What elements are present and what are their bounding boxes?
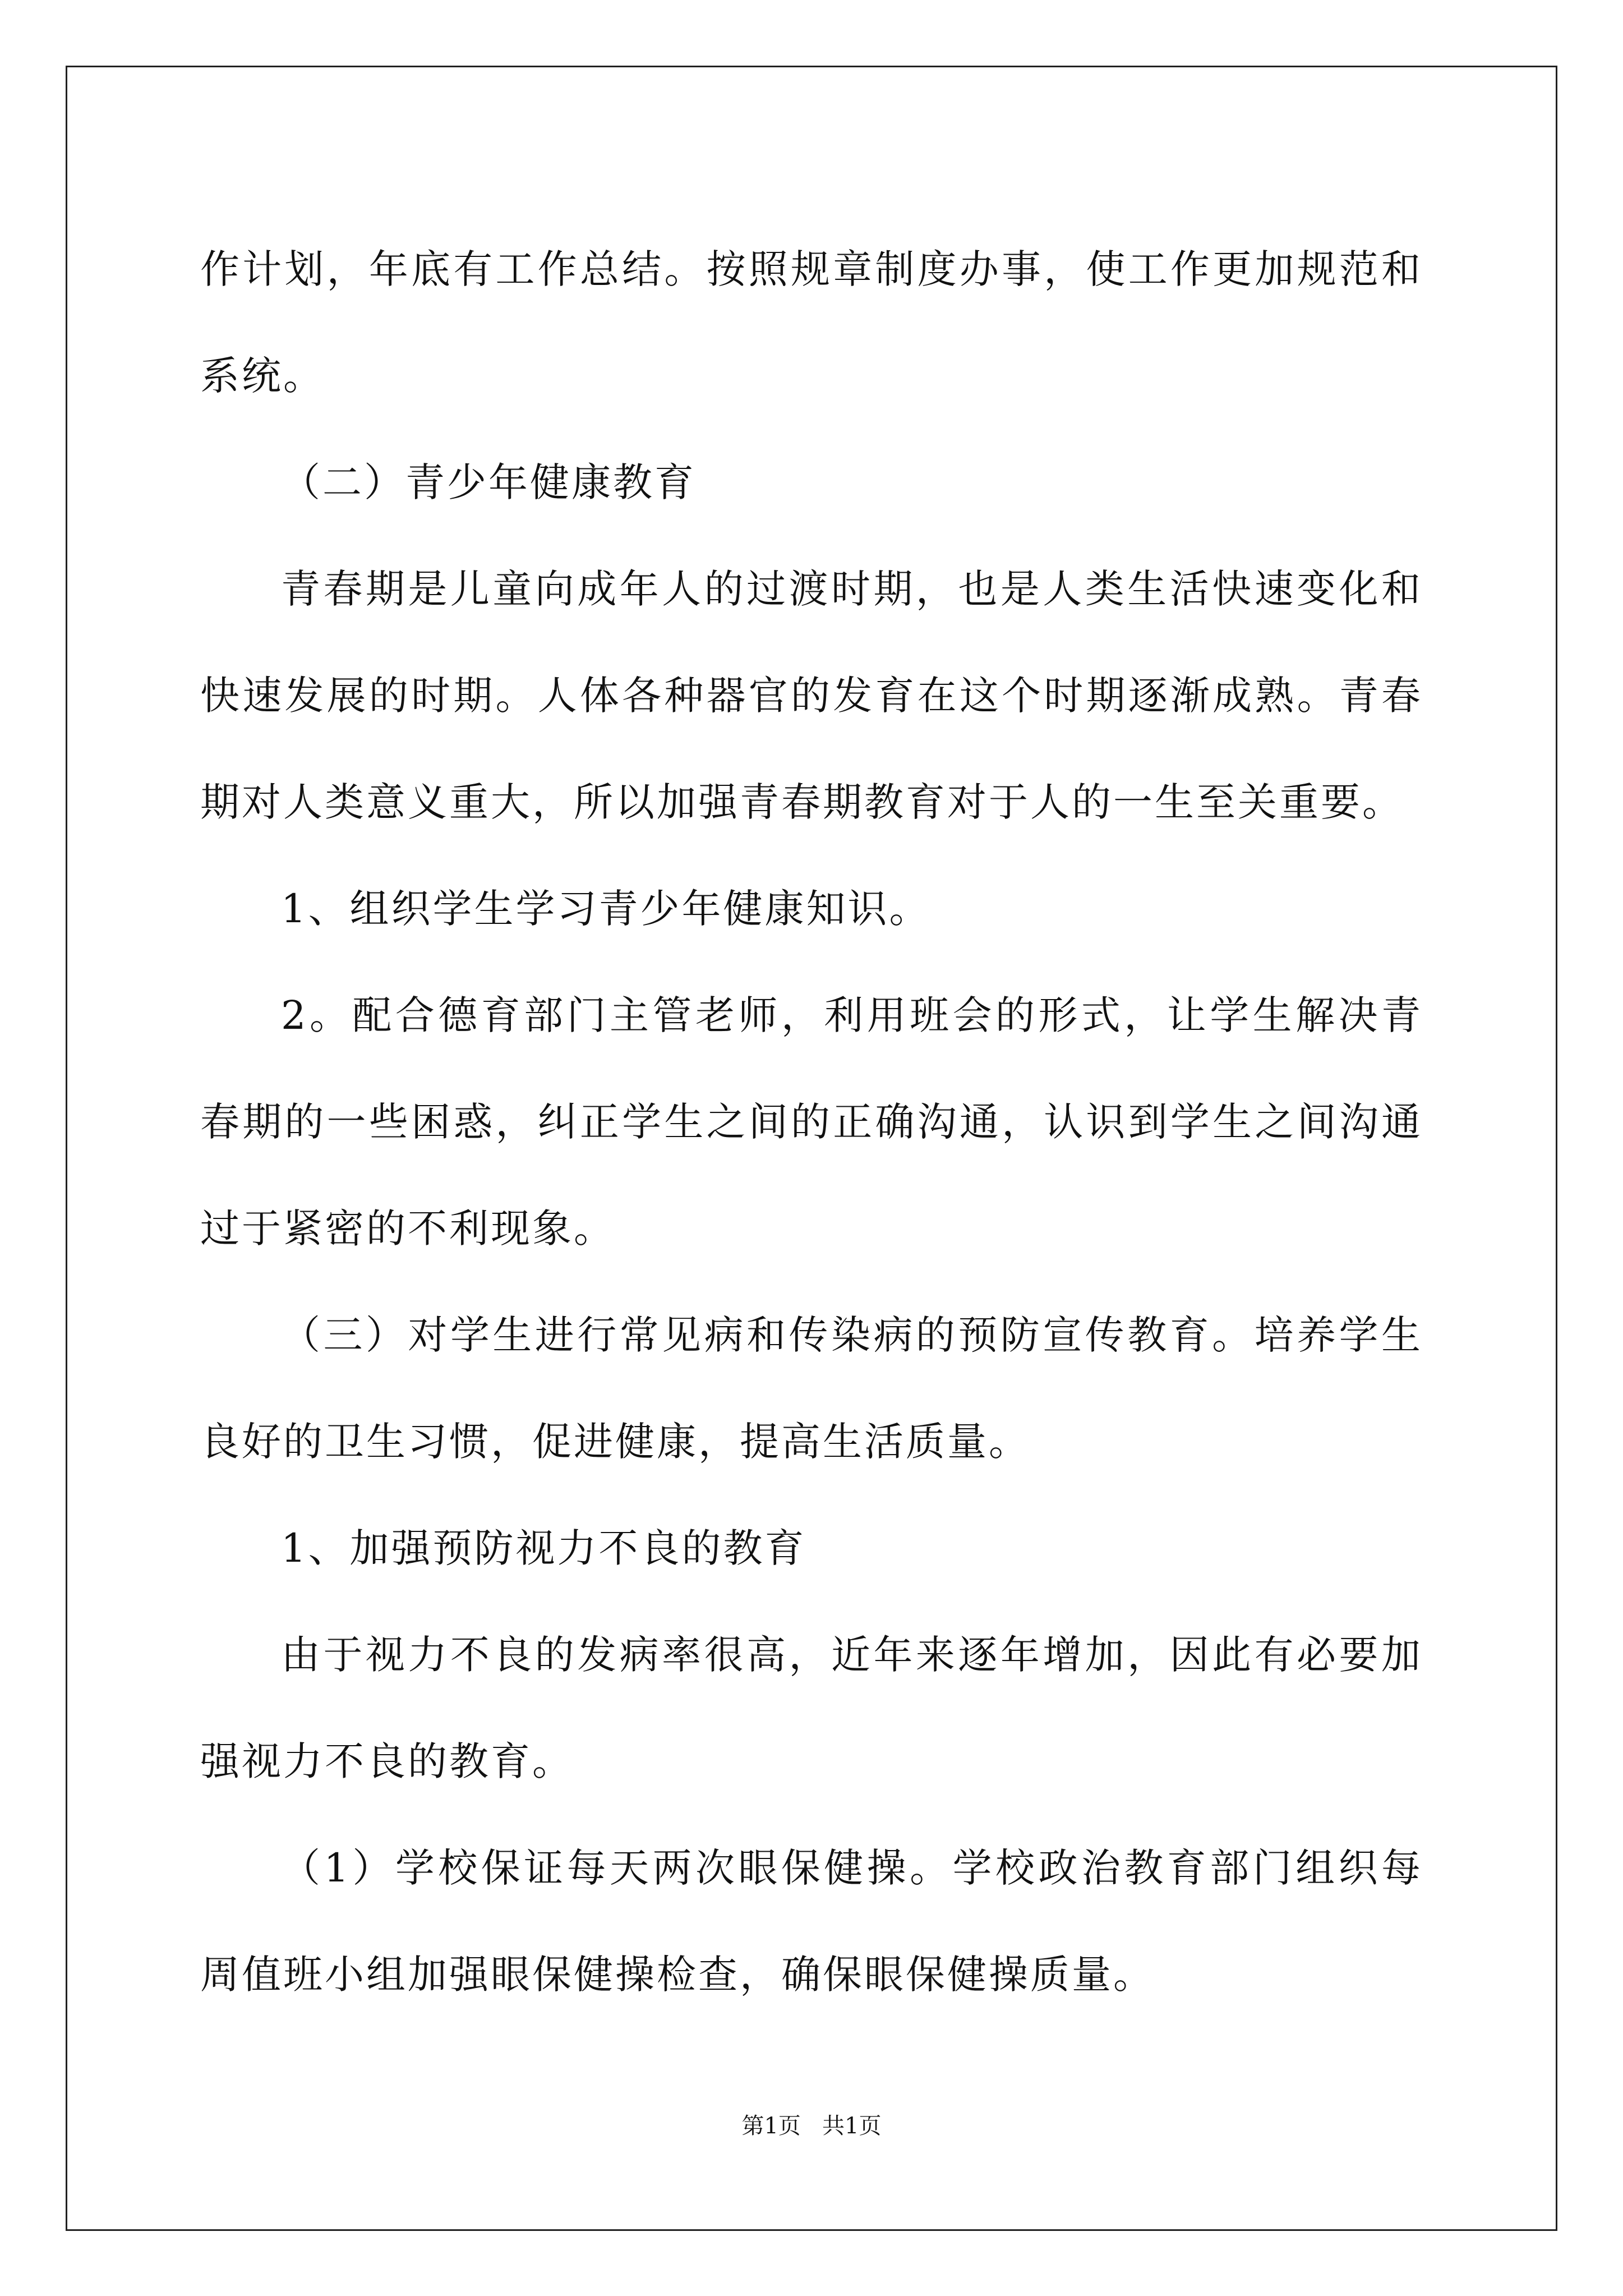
paragraph-3: 青春期是儿童向成年人的过渡时期，也是人类生活快速变化和快速发展的时期。人体各种器官的发育在这个时期逐渐成熟。青春期对人类意义重大，所以加强青春期教育对于人的一生至关重要。 (200, 566, 1423, 825)
paragraph-8: 由于视力不良的发病率很高，近年来逐年增加，因此有必要加强视力不良的教育。 (200, 1632, 1423, 1784)
list-item-5: 2。配合德育部门主管老师，利用班会的形式，让学生解决青春期的一些困惑，纠正学生之间的正确沟通，认识到学生之间沟通过于紧密的不利现象。 (200, 992, 1423, 1251)
section-heading-6: （三）对学生进行常见病和传染病的预防宣传教育。培养学生良好的卫生习惯，促进健康，提高生活质量。 (200, 1312, 1423, 1465)
list-item-9: （1）学校保证每天两次眼保健操。学校政治教育部门组织每周值班小组加强眼保健操检查，确保眼保健操质量。 (200, 1845, 1423, 1998)
document-body (200, 216, 1423, 2028)
page-footer: 第1页 共1页 (741, 2113, 882, 2139)
paragraph-1: 作计划，年底有工作总结。按照规章制度办事，使工作更加规范和系统。 (200, 246, 1423, 399)
section-heading-2: （二）青少年健康教育 (281, 459, 696, 505)
list-item-7: 1、加强预防视力不良的教育 (281, 1525, 806, 1571)
list-item-4: 1、组织学生学习青少年健康知识。 (281, 886, 931, 932)
